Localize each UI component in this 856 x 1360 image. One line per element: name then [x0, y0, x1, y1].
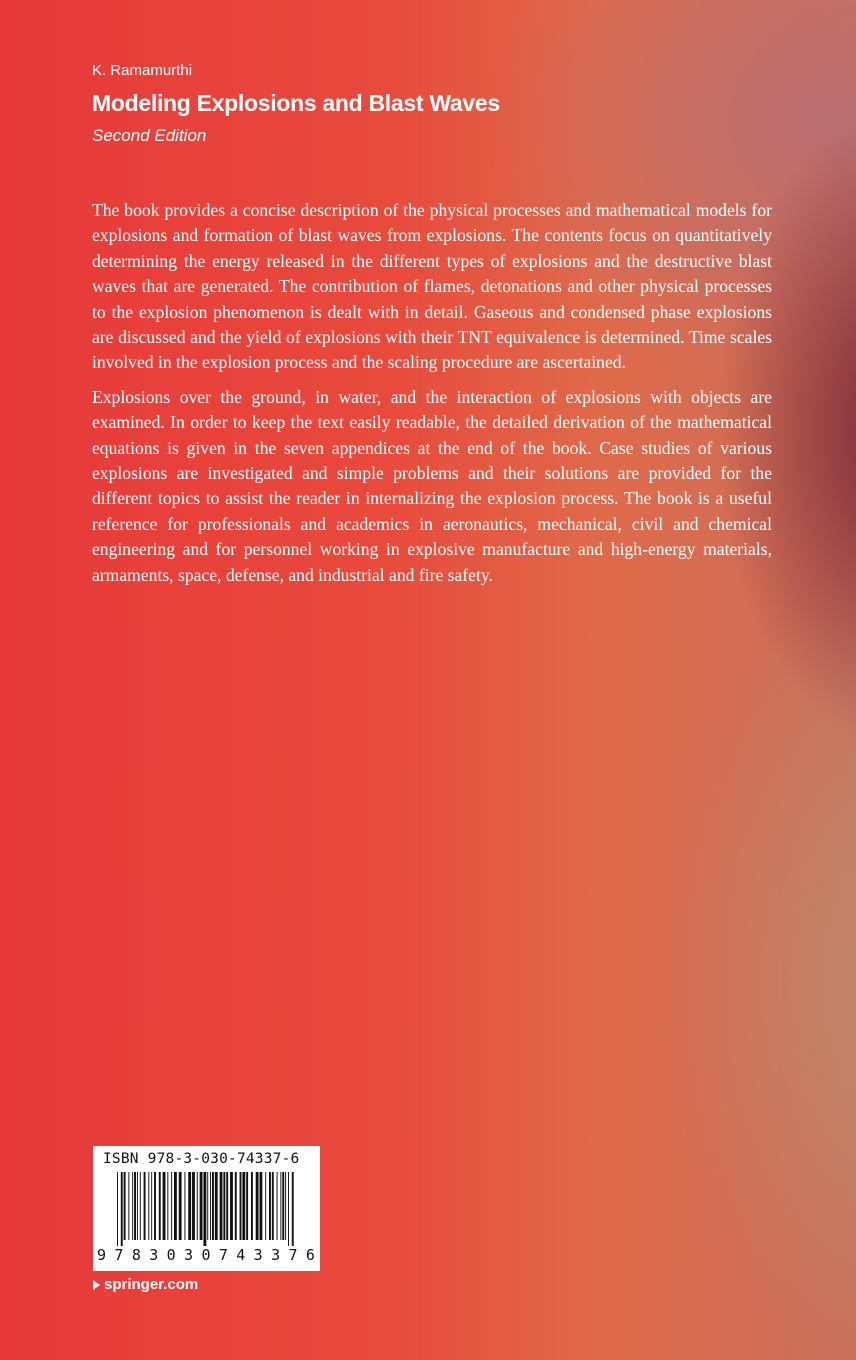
isbn-barcode — [93, 1146, 320, 1271]
barcode-digits — [97, 1246, 315, 1264]
book-title: Modeling Explosions and Blast Waves — [92, 90, 500, 116]
barcode-digit: 3 — [271, 1246, 281, 1264]
barcode-digit: 3 — [184, 1246, 194, 1264]
description-paragraph-1: The book provides a concise description of the physical processes and mathematical models for explosions and formation of blast waves from explosions. The contents focus on quantitatively determining the energy released in the different types of explosions and the destructive blast waves that are generated. The contribution of flames, detonations and other physical processes to the explosion phenomenon is dealt with in detail. Gaseous and condensed phase explosions are discussed and the yield of explosions with their TNT equivalence is determined. Time scales involved in the explosion process and the scaling procedure are ascertained. — [92, 200, 772, 373]
barcode-digit: 7 — [218, 1246, 228, 1264]
barcode-bars-icon — [93, 1172, 320, 1248]
description-paragraph-2: Explosions over the ground, in water, and the interaction of explosions with objects are examined. In order to keep the text easily readable, the detailed derivation of the mathematical equations is given in the seven appendices at the end of the book. Case studies of various explosions are investigated and simple problems and their solutions are provided for the different topics to assist the reader in internalizing the explosion process. The book is a useful reference for professionals and academics in aeronautics, mechanical, civil and chemical engineering and for personnel working in explosive manufacture and high-energy materials, armaments, space, defense, and industrial and fire safety. — [92, 386, 772, 585]
barcode-digit: 7 — [114, 1246, 124, 1264]
book-description — [92, 198, 772, 597]
barcode-digit: 8 — [131, 1246, 141, 1264]
barcode-digit: 9 — [97, 1246, 107, 1264]
publisher-url: springer.com — [104, 1276, 199, 1293]
barcode-digit: 7 — [288, 1246, 298, 1264]
author-name: K. Ramamurthi — [92, 62, 193, 79]
arrow-right-icon — [93, 1280, 100, 1290]
barcode-digit: 3 — [149, 1246, 159, 1264]
barcode-digit: 0 — [166, 1246, 176, 1264]
barcode-digit: 6 — [305, 1246, 315, 1264]
barcode-digit: 4 — [236, 1246, 246, 1264]
barcode-digit: 0 — [201, 1246, 211, 1264]
book-edition: Second Edition — [92, 126, 207, 145]
barcode-digit: 3 — [253, 1246, 263, 1264]
isbn-label: ISBN 978-3-030-74337-6 — [103, 1151, 300, 1167]
publisher-link[interactable] — [93, 1276, 198, 1293]
